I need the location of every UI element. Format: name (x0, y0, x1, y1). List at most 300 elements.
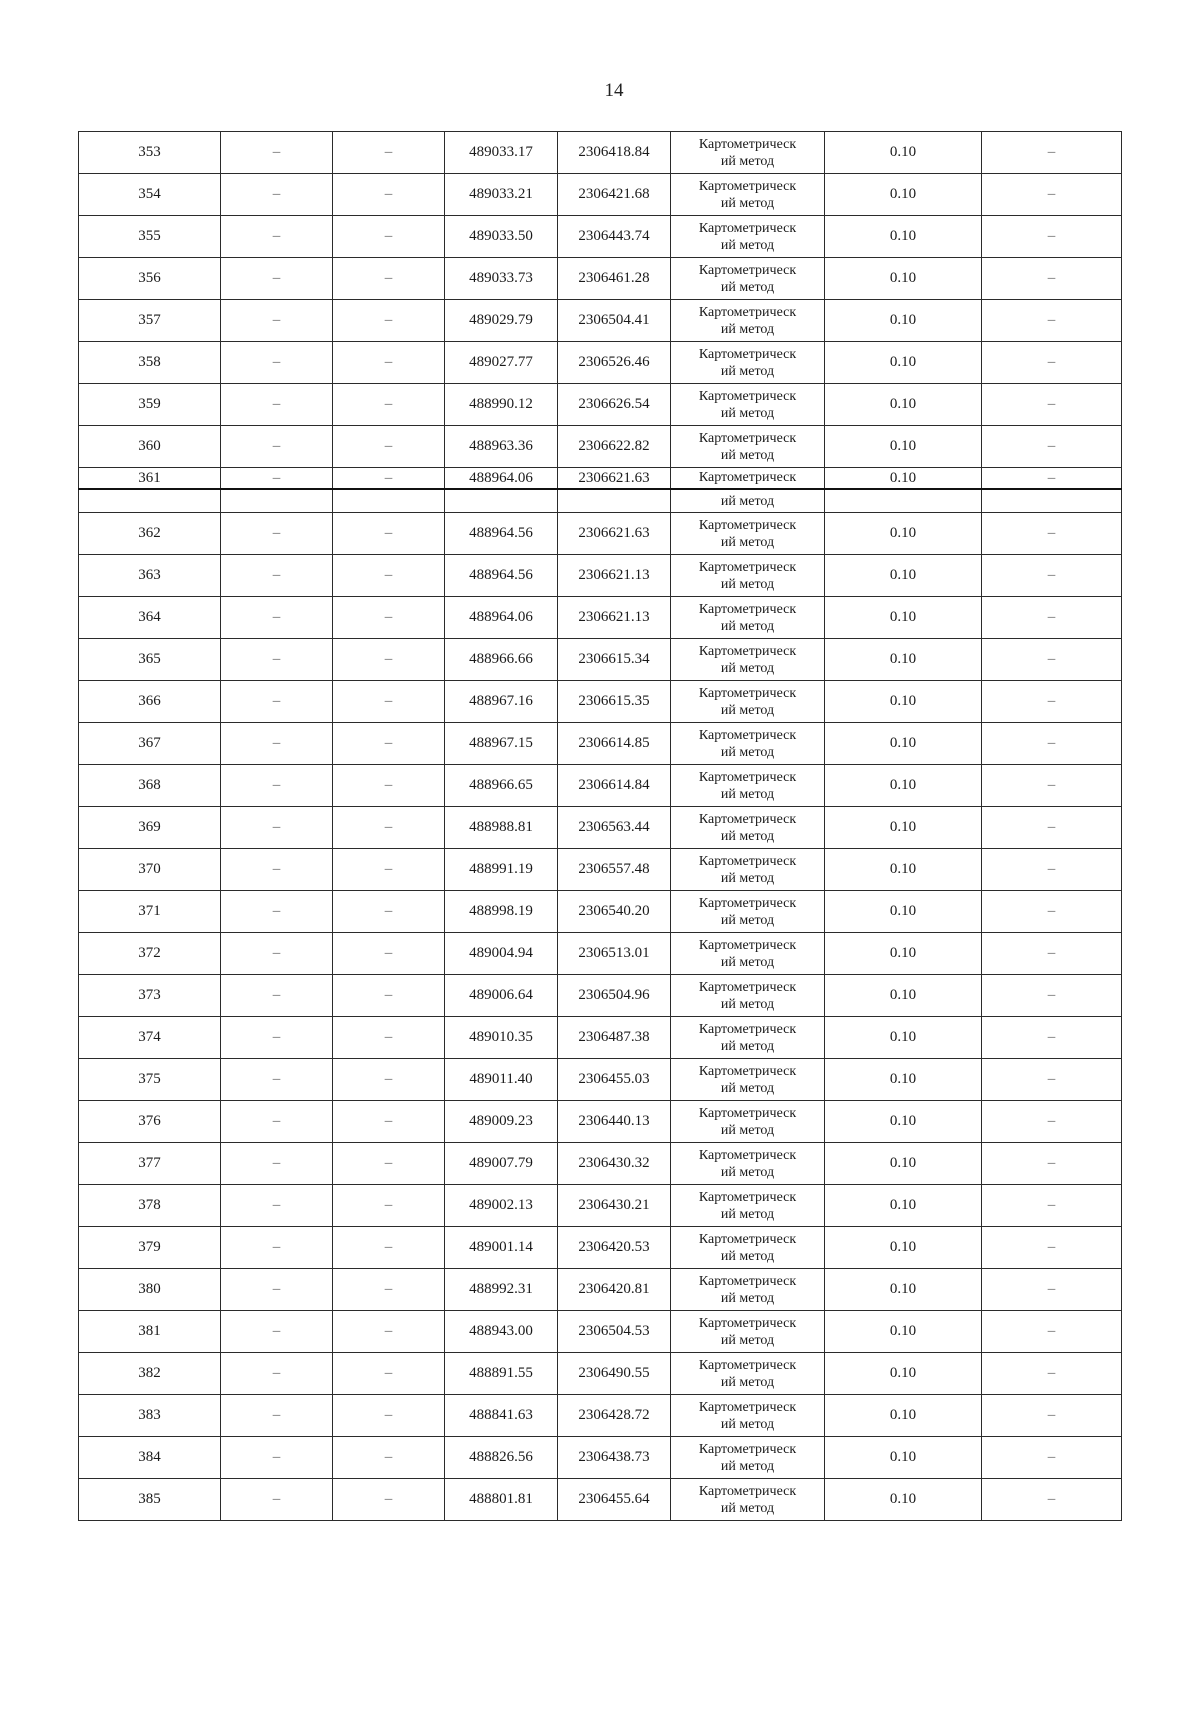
point-number-cell: 378 (79, 1185, 221, 1227)
method-line-2: ий метод (720, 996, 775, 1012)
table-row (79, 384, 1122, 426)
method-cell (671, 891, 825, 933)
method-cell (671, 384, 825, 426)
y-coordinate-cell: 2306513.01 (558, 933, 671, 975)
empty-value-cell: – (982, 975, 1122, 1017)
method-cell (671, 765, 825, 807)
y-coordinate-cell: 2306443.74 (558, 216, 671, 258)
empty-value-cell: – (221, 639, 333, 681)
method-line-1: Картометрическ (698, 470, 797, 485)
method-line-2: ий метод (720, 912, 775, 928)
empty-value-cell: – (221, 891, 333, 933)
empty-value-cell: – (221, 1353, 333, 1395)
point-number-cell: 357 (79, 300, 221, 342)
empty-value-cell: – (982, 426, 1122, 468)
empty-value-cell: – (982, 1143, 1122, 1185)
empty-value-cell: – (333, 342, 445, 384)
method-line-1: Картометрическ (698, 1147, 797, 1163)
table-row (79, 849, 1122, 891)
page-number: 14 (604, 80, 624, 101)
empty-value-cell: – (333, 1353, 445, 1395)
method-line-1: Картометрическ (698, 727, 797, 743)
point-number-cell: 369 (79, 807, 221, 849)
table-row (79, 216, 1122, 258)
x-coordinate-cell: 488841.63 (445, 1395, 558, 1437)
table-row (79, 426, 1122, 468)
y-coordinate-cell: 2306455.64 (558, 1479, 671, 1521)
method-line-2: ий метод (720, 954, 775, 970)
method-line-1: Картометрическ (698, 1441, 797, 1457)
point-number-cell: 372 (79, 933, 221, 975)
empty-value-cell: – (982, 765, 1122, 807)
y-coordinate-cell: 2306504.41 (558, 300, 671, 342)
empty-value-cell: – (221, 849, 333, 891)
method-line-2: ий метод (720, 279, 775, 295)
empty-value-cell: – (221, 132, 333, 174)
table-row (79, 468, 1122, 490)
method-line-2: ий метод (720, 534, 775, 550)
table-row (79, 639, 1122, 681)
method-line-1: Картометрическ (698, 136, 797, 152)
table-row (79, 1059, 1122, 1101)
empty-value-cell: – (221, 1311, 333, 1353)
empty-value-cell: – (221, 216, 333, 258)
x-coordinate-cell: 488964.06 (445, 468, 558, 490)
empty-value-cell: – (333, 513, 445, 555)
method-line-2: ий метод (720, 1332, 775, 1348)
table-row (79, 1017, 1122, 1059)
method-line-2: ий метод (720, 1458, 775, 1474)
y-coordinate-cell: 2306504.53 (558, 1311, 671, 1353)
empty-value-cell: – (221, 681, 333, 723)
y-coordinate-cell: 2306440.13 (558, 1101, 671, 1143)
method-cell (671, 555, 825, 597)
empty-value-cell: – (333, 258, 445, 300)
method-line-1: Картометрическ (698, 430, 797, 446)
method-cell (671, 681, 825, 723)
point-number-cell: 354 (79, 174, 221, 216)
empty-value-cell: – (221, 1395, 333, 1437)
method-line-1: Картометрическ (698, 262, 797, 278)
y-coordinate-cell: 2306421.68 (558, 174, 671, 216)
point-number-cell: 367 (79, 723, 221, 765)
point-number-cell: 381 (79, 1311, 221, 1353)
empty-value-cell: – (333, 555, 445, 597)
empty-value-cell: – (221, 975, 333, 1017)
accuracy-cell: 0.10 (825, 1395, 982, 1437)
method-line-1: Картометрическ (698, 559, 797, 575)
empty-value-cell: – (221, 384, 333, 426)
point-number-cell: 363 (79, 555, 221, 597)
accuracy-cell: 0.10 (825, 1479, 982, 1521)
empty-cell (445, 489, 558, 513)
empty-value-cell: – (333, 1437, 445, 1479)
accuracy-cell: 0.10 (825, 1101, 982, 1143)
empty-value-cell: – (333, 1227, 445, 1269)
accuracy-cell: 0.10 (825, 132, 982, 174)
method-line-2: ий метод (720, 1080, 775, 1096)
accuracy-cell: 0.10 (825, 555, 982, 597)
x-coordinate-cell: 489033.73 (445, 258, 558, 300)
table-row-continuation (79, 489, 1122, 513)
method-line-1: Картометрическ (698, 979, 797, 995)
empty-value-cell: – (982, 849, 1122, 891)
empty-value-cell: – (982, 1437, 1122, 1479)
y-coordinate-cell: 2306438.73 (558, 1437, 671, 1479)
accuracy-cell: 0.10 (825, 342, 982, 384)
empty-value-cell: – (333, 1017, 445, 1059)
empty-value-cell: – (333, 681, 445, 723)
empty-value-cell: – (221, 174, 333, 216)
point-number-cell: 356 (79, 258, 221, 300)
accuracy-cell: 0.10 (825, 1059, 982, 1101)
empty-value-cell: – (333, 1185, 445, 1227)
empty-value-cell: – (333, 1395, 445, 1437)
empty-value-cell: – (333, 1311, 445, 1353)
point-number-cell: 383 (79, 1395, 221, 1437)
y-coordinate-cell: 2306526.46 (558, 342, 671, 384)
accuracy-cell: 0.10 (825, 1185, 982, 1227)
point-number-cell: 368 (79, 765, 221, 807)
empty-value-cell: – (221, 597, 333, 639)
empty-value-cell: – (982, 891, 1122, 933)
table-row (79, 1185, 1122, 1227)
table-row (79, 555, 1122, 597)
empty-cell (825, 489, 982, 513)
method-line-1: Картометрическ (698, 517, 797, 533)
x-coordinate-cell: 489029.79 (445, 300, 558, 342)
empty-value-cell: – (333, 1479, 445, 1521)
x-coordinate-cell: 488966.65 (445, 765, 558, 807)
empty-value-cell: – (221, 807, 333, 849)
empty-value-cell: – (221, 1479, 333, 1521)
x-coordinate-cell: 489009.23 (445, 1101, 558, 1143)
accuracy-cell: 0.10 (825, 468, 982, 490)
method-line-2: ий метод (720, 870, 775, 886)
method-line-1: Картометрическ (698, 346, 797, 362)
method-line-2: ий метод (720, 447, 775, 463)
method-cell (671, 1017, 825, 1059)
accuracy-cell: 0.10 (825, 1227, 982, 1269)
accuracy-cell: 0.10 (825, 426, 982, 468)
method-cell (671, 1227, 825, 1269)
empty-value-cell: – (333, 426, 445, 468)
table-row (79, 1143, 1122, 1185)
table-row (79, 513, 1122, 555)
empty-value-cell: – (982, 1269, 1122, 1311)
empty-value-cell: – (982, 807, 1122, 849)
y-coordinate-cell: 2306621.13 (558, 597, 671, 639)
empty-value-cell: – (333, 1101, 445, 1143)
table-row (79, 933, 1122, 975)
empty-value-cell: – (333, 849, 445, 891)
method-line-2: ий метод (720, 405, 775, 421)
table-row (79, 1227, 1122, 1269)
x-coordinate-cell: 489006.64 (445, 975, 558, 1017)
method-line-2: ий метод (720, 744, 775, 760)
y-coordinate-cell: 2306614.84 (558, 765, 671, 807)
table-row (79, 174, 1122, 216)
table-row (79, 1437, 1122, 1479)
y-coordinate-cell: 2306461.28 (558, 258, 671, 300)
accuracy-cell: 0.10 (825, 723, 982, 765)
x-coordinate-cell: 488998.19 (445, 891, 558, 933)
point-number-cell: 364 (79, 597, 221, 639)
x-coordinate-cell: 488964.06 (445, 597, 558, 639)
point-number-cell: 361 (79, 468, 221, 490)
x-coordinate-cell: 488992.31 (445, 1269, 558, 1311)
coordinates-table (78, 131, 1122, 1521)
method-line-2: ий метод (720, 1122, 775, 1138)
method-line-2: ий метод (720, 1038, 775, 1054)
y-coordinate-cell: 2306487.38 (558, 1017, 671, 1059)
method-cell (671, 723, 825, 765)
method-line-1: Картометрическ (698, 220, 797, 236)
y-coordinate-cell: 2306621.13 (558, 555, 671, 597)
x-coordinate-cell: 488964.56 (445, 513, 558, 555)
point-number-cell: 359 (79, 384, 221, 426)
empty-value-cell: – (982, 723, 1122, 765)
method-line-2: ий метод (720, 618, 775, 634)
accuracy-cell: 0.10 (825, 765, 982, 807)
method-line-1: Картометрическ (698, 1483, 797, 1499)
empty-cell (333, 489, 445, 513)
empty-value-cell: – (221, 1101, 333, 1143)
empty-value-cell: – (333, 468, 445, 490)
empty-value-cell: – (982, 300, 1122, 342)
point-number-cell: 360 (79, 426, 221, 468)
empty-value-cell: – (221, 765, 333, 807)
empty-value-cell: – (221, 258, 333, 300)
empty-value-cell: – (333, 1143, 445, 1185)
method-cell (671, 468, 825, 490)
empty-value-cell: – (333, 300, 445, 342)
x-coordinate-cell: 488988.81 (445, 807, 558, 849)
method-line-1: Картометрическ (698, 1105, 797, 1121)
table-row (79, 1353, 1122, 1395)
method-line-1: Картометрическ (698, 1315, 797, 1331)
method-cell (671, 1437, 825, 1479)
y-coordinate-cell: 2306614.85 (558, 723, 671, 765)
method-cell (671, 639, 825, 681)
accuracy-cell: 0.10 (825, 891, 982, 933)
x-coordinate-cell: 489011.40 (445, 1059, 558, 1101)
accuracy-cell: 0.10 (825, 807, 982, 849)
empty-value-cell: – (221, 1227, 333, 1269)
empty-value-cell: – (221, 468, 333, 490)
table-row (79, 1479, 1122, 1521)
empty-value-cell: – (221, 1437, 333, 1479)
point-number-cell: 376 (79, 1101, 221, 1143)
x-coordinate-cell: 488801.81 (445, 1479, 558, 1521)
table-row (79, 807, 1122, 849)
method-line-2: ий метод (720, 195, 775, 211)
method-line-1: Картометрическ (698, 1063, 797, 1079)
point-number-cell: 373 (79, 975, 221, 1017)
empty-value-cell: – (221, 1185, 333, 1227)
y-coordinate-cell: 2306563.44 (558, 807, 671, 849)
table-body (79, 132, 1122, 1521)
y-coordinate-cell: 2306420.53 (558, 1227, 671, 1269)
method-line-2: ий метод (720, 1290, 775, 1306)
accuracy-cell: 0.10 (825, 216, 982, 258)
method-cell (671, 426, 825, 468)
method-line-1: Картометрическ (698, 388, 797, 404)
method-line-1: Картометрическ (698, 1021, 797, 1037)
empty-value-cell: – (333, 174, 445, 216)
x-coordinate-cell: 488991.19 (445, 849, 558, 891)
method-continuation-cell: ий метод (671, 489, 825, 513)
method-cell (671, 1269, 825, 1311)
x-coordinate-cell: 489010.35 (445, 1017, 558, 1059)
accuracy-cell: 0.10 (825, 849, 982, 891)
empty-value-cell: – (982, 468, 1122, 490)
method-line-2: ий метод (720, 660, 775, 676)
method-cell (671, 849, 825, 891)
table-row (79, 258, 1122, 300)
empty-value-cell: – (221, 555, 333, 597)
method-line-2: ий метод (720, 1416, 775, 1432)
x-coordinate-cell: 488943.00 (445, 1311, 558, 1353)
method-line-2: ий метод (720, 828, 775, 844)
method-cell (671, 1353, 825, 1395)
y-coordinate-cell: 2306621.63 (558, 468, 671, 490)
accuracy-cell: 0.10 (825, 174, 982, 216)
method-cell (671, 216, 825, 258)
empty-cell (982, 489, 1122, 513)
x-coordinate-cell: 489033.17 (445, 132, 558, 174)
empty-value-cell: – (333, 975, 445, 1017)
y-coordinate-cell: 2306504.96 (558, 975, 671, 1017)
method-cell (671, 975, 825, 1017)
empty-value-cell: – (333, 384, 445, 426)
empty-value-cell: – (982, 1353, 1122, 1395)
method-cell (671, 1311, 825, 1353)
method-line-2: ий метод (720, 1164, 775, 1180)
x-coordinate-cell: 489033.50 (445, 216, 558, 258)
point-number-cell: 385 (79, 1479, 221, 1521)
method-line-2: ий метод (720, 576, 775, 592)
method-line-1: Картометрическ (698, 853, 797, 869)
empty-value-cell: – (982, 132, 1122, 174)
method-line-2: ий метод (720, 1374, 775, 1390)
method-line-2: ий метод (720, 1206, 775, 1222)
method-cell (671, 933, 825, 975)
empty-value-cell: – (333, 891, 445, 933)
empty-value-cell: – (982, 1059, 1122, 1101)
method-line-1: Картометрическ (698, 1231, 797, 1247)
table-row (79, 681, 1122, 723)
empty-value-cell: – (982, 1311, 1122, 1353)
method-cell (671, 174, 825, 216)
point-number-cell: 371 (79, 891, 221, 933)
method-line-1: Картометрическ (698, 937, 797, 953)
point-number-cell: 370 (79, 849, 221, 891)
y-coordinate-cell: 2306540.20 (558, 891, 671, 933)
accuracy-cell: 0.10 (825, 513, 982, 555)
y-coordinate-cell: 2306430.21 (558, 1185, 671, 1227)
method-line-1: Картометрическ (698, 304, 797, 320)
method-line-2: ий метод (720, 1500, 775, 1516)
table-row (79, 132, 1122, 174)
empty-value-cell: – (221, 933, 333, 975)
accuracy-cell: 0.10 (825, 1017, 982, 1059)
accuracy-cell: 0.10 (825, 1143, 982, 1185)
accuracy-cell: 0.10 (825, 1311, 982, 1353)
empty-value-cell: – (333, 597, 445, 639)
empty-value-cell: – (982, 681, 1122, 723)
empty-value-cell: – (333, 765, 445, 807)
point-number-cell: 382 (79, 1353, 221, 1395)
empty-cell (221, 489, 333, 513)
x-coordinate-cell: 489001.14 (445, 1227, 558, 1269)
accuracy-cell: 0.10 (825, 300, 982, 342)
method-cell (671, 1143, 825, 1185)
table-row (79, 723, 1122, 765)
empty-value-cell: – (221, 1017, 333, 1059)
point-number-cell: 384 (79, 1437, 221, 1479)
x-coordinate-cell: 489002.13 (445, 1185, 558, 1227)
empty-value-cell: – (982, 1395, 1122, 1437)
x-coordinate-cell: 488990.12 (445, 384, 558, 426)
point-number-cell: 353 (79, 132, 221, 174)
empty-value-cell: – (982, 342, 1122, 384)
y-coordinate-cell: 2306490.55 (558, 1353, 671, 1395)
table-row (79, 1311, 1122, 1353)
method-cell (671, 513, 825, 555)
empty-value-cell: – (333, 639, 445, 681)
empty-value-cell: – (221, 1059, 333, 1101)
method-cell (671, 258, 825, 300)
point-number-cell: 377 (79, 1143, 221, 1185)
empty-value-cell: – (982, 513, 1122, 555)
empty-value-cell: – (333, 1269, 445, 1311)
accuracy-cell: 0.10 (825, 681, 982, 723)
method-cell (671, 1059, 825, 1101)
point-number-cell: 362 (79, 513, 221, 555)
y-coordinate-cell: 2306428.72 (558, 1395, 671, 1437)
accuracy-cell: 0.10 (825, 975, 982, 1017)
point-number-cell: 358 (79, 342, 221, 384)
x-coordinate-cell: 488963.36 (445, 426, 558, 468)
x-coordinate-cell: 489004.94 (445, 933, 558, 975)
y-coordinate-cell: 2306455.03 (558, 1059, 671, 1101)
method-line-1: Картометрическ (698, 1357, 797, 1373)
table-row (79, 891, 1122, 933)
method-line-2: ий метод (720, 702, 775, 718)
method-cell (671, 342, 825, 384)
method-line-1: Картометрическ (698, 1399, 797, 1415)
table-row (79, 1101, 1122, 1143)
method-line-1: Картометрическ (698, 769, 797, 785)
y-coordinate-cell: 2306557.48 (558, 849, 671, 891)
point-number-cell: 379 (79, 1227, 221, 1269)
accuracy-cell: 0.10 (825, 597, 982, 639)
x-coordinate-cell: 488967.16 (445, 681, 558, 723)
y-coordinate-cell: 2306626.54 (558, 384, 671, 426)
table-row (79, 300, 1122, 342)
empty-value-cell: – (221, 342, 333, 384)
method-line-2: ий метод (720, 237, 775, 253)
table-row (79, 1395, 1122, 1437)
empty-value-cell: – (982, 1227, 1122, 1269)
point-number-cell: 374 (79, 1017, 221, 1059)
accuracy-cell: 0.10 (825, 933, 982, 975)
empty-value-cell: – (982, 1101, 1122, 1143)
method-cell (671, 1395, 825, 1437)
empty-value-cell: – (221, 513, 333, 555)
accuracy-cell: 0.10 (825, 258, 982, 300)
